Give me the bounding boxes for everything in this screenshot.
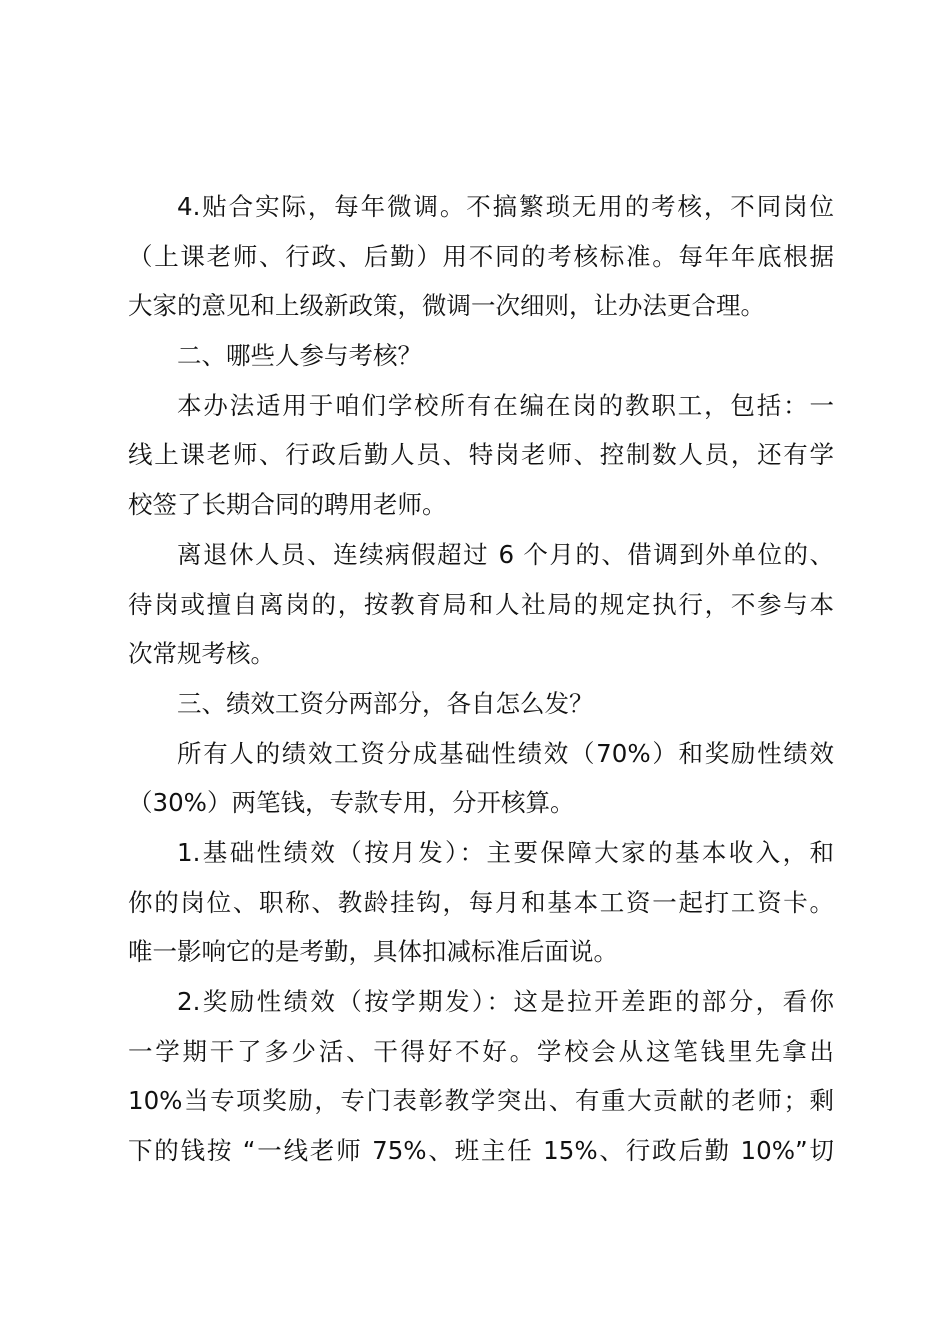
paragraph-line: 待岗或擅自离岗的，按教育局和人社局的规定执行，不参与本 <box>128 590 834 619</box>
paragraph-line: 4.贴合实际，每年微调。不搞繁琐无用的考核，不同岗位 <box>177 192 834 221</box>
paragraph-line: （30%）两笔钱，专款专用，分开核算。 <box>128 788 575 817</box>
paragraph-line: 所有人的绩效工资分成基础性绩效（70%）和奖励性绩效 <box>177 739 834 768</box>
paragraph-line: 10%当专项奖励，专门表彰教学突出、有重大贡献的老师；剩 <box>128 1086 834 1115</box>
paragraph-line: 2.奖励性绩效（按学期发）：这是拉开差距的部分，看你 <box>177 987 834 1016</box>
paragraph-line: 次常规考核。 <box>128 639 275 668</box>
paragraph-line: 你的岗位、职称、教龄挂钩，每月和基本工资一起打工资卡。 <box>128 888 834 917</box>
paragraph-line: 线上课老师、行政后勤人员、特岗老师、控制数人员，还有学 <box>128 440 834 469</box>
paragraph-line: （上课老师、行政、后勤）用不同的考核标准。每年年底根据 <box>128 242 834 271</box>
paragraph-line: 1.基础性绩效（按月发）：主要保障大家的基本收入，和 <box>177 838 834 867</box>
paragraph-line: 唯一影响它的是考勤，具体扣减标准后面说。 <box>128 937 618 966</box>
paragraph-line: 离退休人员、连续病假超过 6 个月的、借调到外单位的、 <box>177 540 834 569</box>
paragraph-line: 本办法适用于咱们学校所有在编在岗的教职工，包括：一 <box>177 391 834 420</box>
paragraph-line: 大家的意见和上级新政策，微调一次细则，让办法更合理。 <box>128 291 765 320</box>
paragraph-line: 一学期干了多少活、干得好不好。学校会从这笔钱里先拿出 <box>128 1037 834 1066</box>
paragraph-line: 下的钱按 “一线老师 75%、班主任 15%、行政后勤 10%”切 <box>128 1136 834 1165</box>
paragraph-line: 校签了长期合同的聘用老师。 <box>128 490 447 519</box>
section-heading: 二、哪些人参与考核？ <box>177 341 422 370</box>
section-heading: 三、绩效工资分两部分，各自怎么发？ <box>177 689 594 718</box>
